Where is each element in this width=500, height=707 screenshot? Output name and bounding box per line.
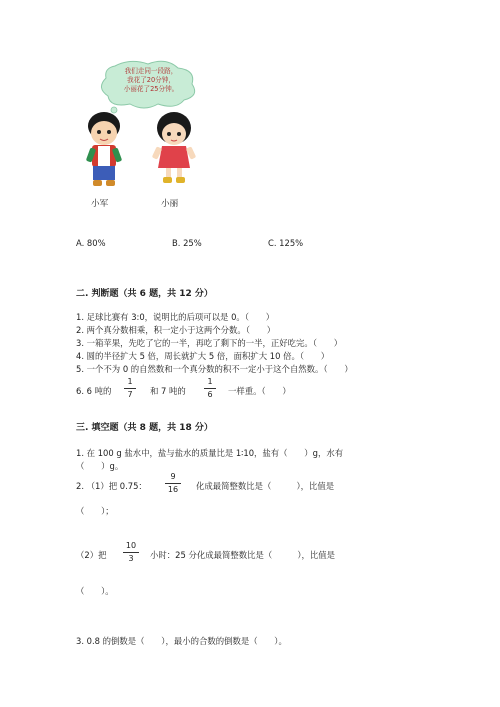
judge-item-3: 3. 一箱苹果，先吃了它的一半，再吃了剩下的一半，正好吃完。（ ） <box>76 338 343 348</box>
fill-q2b-suffix: 小时：25 分化成最简整数比是（ ），比值是 <box>150 550 335 560</box>
fraction-numerator: 10 <box>125 541 137 550</box>
fill-q2-answer: （ ）； <box>76 506 114 516</box>
fill-q2b-answer: （ ）。 <box>76 586 114 596</box>
fill-q3: 3. 0.8 的倒数是（ ），最小的合数的倒数是（ ）。 <box>76 636 287 646</box>
girl-name-label: 小丽 <box>161 199 179 209</box>
fraction-denominator: 16 <box>167 485 179 494</box>
option-c: C. 125% <box>268 238 304 248</box>
fill-q1-line2: （ ）g。 <box>76 461 124 471</box>
option-b: B. 25% <box>172 238 202 248</box>
fraction-nine-sixteenths <box>165 472 181 495</box>
fill-q2-suffix: 化成最简整数比是（ ），比值是 <box>196 481 335 491</box>
bubble-line-3: 小丽花了25分钟。 <box>123 85 179 93</box>
fraction-numerator: 9 <box>170 472 176 481</box>
bubble-line-1: 我们走同一段路， <box>124 67 178 75</box>
fraction-one-seventh <box>124 377 136 400</box>
option-a: A. 80% <box>76 238 106 248</box>
fill-q2b-prefix: （2）把 <box>76 550 107 560</box>
boy-figure <box>86 112 122 186</box>
fraction-numerator: 1 <box>127 377 133 386</box>
illustration <box>70 58 220 218</box>
fraction-one-sixth <box>204 377 216 400</box>
judge-item-6-middle: 和 7 吨的 <box>150 386 186 396</box>
judge-item-6-suffix: 一样重。（ ） <box>228 386 291 396</box>
section3-heading: 三. 填空题（共 8 题，共 18 分） <box>76 423 213 433</box>
fraction-ten-thirds <box>123 541 139 564</box>
judge-item-5: 5. 一个不为 0 的自然数和一个真分数的积不一定小于这个自然数。（ ） <box>76 364 353 374</box>
boy-name-label: 小军 <box>91 199 109 209</box>
fill-q2-prefix: 2. （1）把 0.75： <box>76 481 147 491</box>
section2-heading: 二. 判断题（共 6 题，共 12 分） <box>76 289 213 299</box>
fill-q1-line1: 1. 在 100 g 盐水中，盐与盐水的质量比是 1∶10，盐有（ ）g，水有 <box>76 448 344 458</box>
judge-item-6-prefix: 6. 6 吨的 <box>76 386 112 396</box>
fraction-denominator: 7 <box>127 390 133 399</box>
girl-figure <box>152 112 197 183</box>
judge-item-1: 1. 足球比赛有 3:0，说明比的后项可以是 0。（ ） <box>76 312 275 322</box>
fraction-denominator: 3 <box>128 554 134 563</box>
fraction-numerator: 1 <box>207 377 213 386</box>
judge-item-4: 4. 圆的半径扩大 5 倍，周长就扩大 5 倍，面积扩大 10 倍。（ ） <box>76 351 330 361</box>
fraction-denominator: 6 <box>207 390 213 399</box>
bubble-line-2: 我花了20分钟， <box>127 76 175 84</box>
speech-bubble-text <box>106 67 196 94</box>
judge-item-2: 2. 两个真分数相乘，积一定小于这两个分数。（ ） <box>76 325 276 335</box>
